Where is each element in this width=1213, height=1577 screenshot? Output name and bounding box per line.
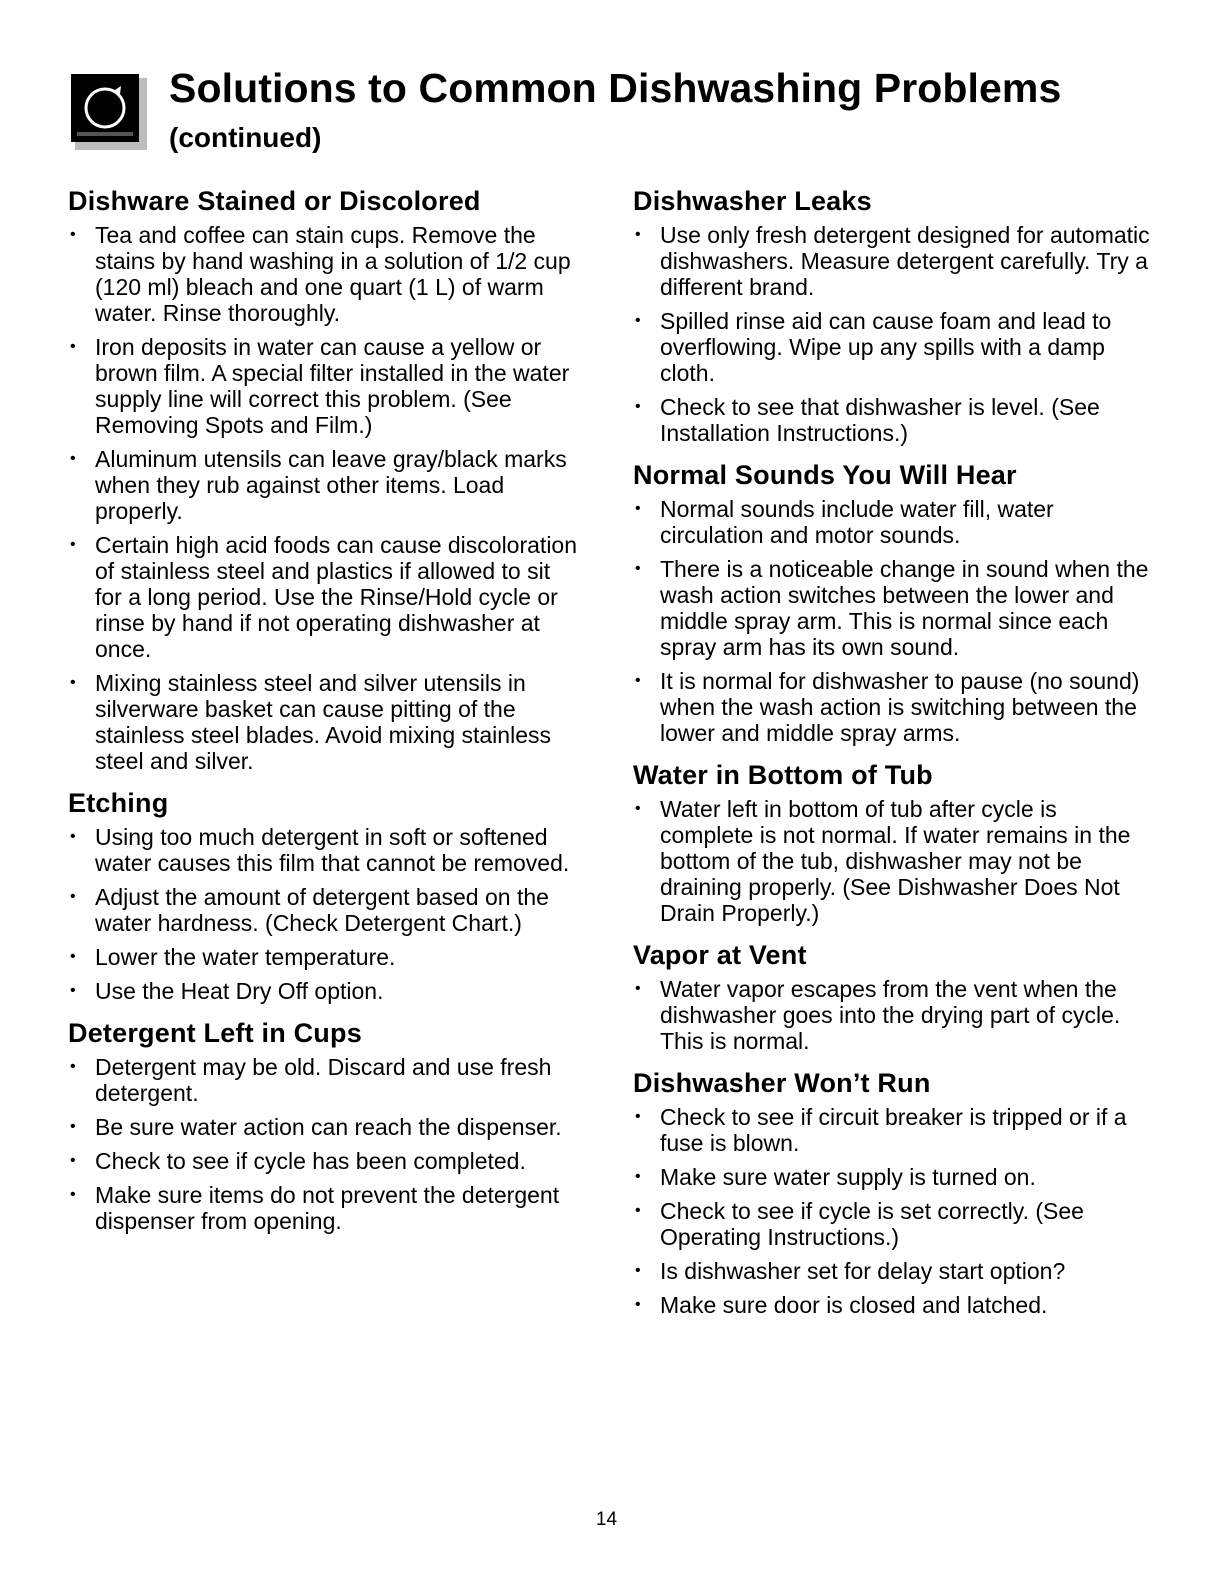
list-item: • Check to see that dishwasher is level. (See Installation Instructions.): [633, 394, 1153, 446]
list-item: • It is normal for dishwasher to pause (no sound) when the wash action is switching between the lower and middle spray arms.: [633, 668, 1153, 746]
right-column: [633, 183, 1153, 1329]
left-column: [68, 183, 578, 1245]
section-normal-sounds: [633, 457, 1153, 746]
list-item: • Is dishwasher set for delay start option?: [633, 1258, 1153, 1284]
list-item: • Water left in bottom of tub after cycle is complete is not normal. If water remains in the bottom of the tub, dishwasher may not be draining properly. (See Dishwasher Does Not Drain Properly.): [633, 796, 1153, 926]
list-item: • Check to see if cycle has been completed.: [68, 1148, 578, 1174]
bullet-list: [633, 1104, 1153, 1318]
list-item: • Mixing stainless steel and silver utensils in silverware basket can cause pitting of the stainless steel blades. Avoid mixing stainless steel and silver.: [68, 670, 578, 774]
list-item: • Water vapor escapes from the vent when the dishwasher goes into the drying part of cycle. This is normal.: [633, 976, 1153, 1054]
list-item: • Iron deposits in water can cause a yellow or brown film. A special filter installed in the water supply line will correct this problem. (See Removing Spots and Film.): [68, 334, 578, 438]
page-subtitle: (continued): [169, 122, 322, 153]
bullet-list: [68, 1054, 578, 1234]
list-item: • There is a noticeable change in sound when the wash action switches between the lower and middle spray arm. This is normal since each spray arm has its own sound.: [633, 556, 1153, 660]
section-heading: Detergent Left in Cups: [68, 1018, 362, 1048]
page-number: 14: [595, 1509, 618, 1530]
list-item: • Use the Heat Dry Off option.: [68, 978, 578, 1004]
list-item: • Make sure items do not prevent the detergent dispenser from opening.: [68, 1182, 578, 1234]
section-dishwasher-leaks: [633, 183, 1153, 446]
bullet-list: [68, 824, 578, 1004]
list-item: • Tea and coffee can stain cups. Remove the stains by hand washing in a solution of 1/2 cup (120 ml) bleach and one quart (1 L) of warm water. Rinse thoroughly.: [68, 222, 578, 326]
section-water-in-bottom: [633, 757, 1153, 926]
list-item: • Be sure water action can reach the dispenser.: [68, 1114, 578, 1140]
bullet-list: [68, 222, 578, 774]
list-item: • Check to see if circuit breaker is tripped or if a fuse is blown.: [633, 1104, 1153, 1156]
section-heading: Dishwasher Won’t Run: [633, 1068, 931, 1098]
section-detergent-left: [68, 1015, 578, 1234]
dishwasher-dial-icon: [71, 74, 147, 150]
bullet-list: [633, 496, 1153, 746]
section-vapor-at-vent: [633, 937, 1153, 1054]
bullet-list: [633, 976, 1153, 1054]
section-dishware-stained: [68, 183, 578, 774]
list-item: • Make sure water supply is turned on.: [633, 1164, 1153, 1190]
list-item: • Spilled rinse aid can cause foam and lead to overflowing. Wipe up any spills with a damp cloth.: [633, 308, 1153, 386]
section-heading: Etching: [68, 788, 169, 818]
list-item: • Normal sounds include water fill, water circulation and motor sounds.: [633, 496, 1153, 548]
list-item: • Lower the water temperature.: [68, 944, 578, 970]
list-item: • Adjust the amount of detergent based on the water hardness. (Check Detergent Chart.): [68, 884, 578, 936]
section-heading: Water in Bottom of Tub: [633, 760, 933, 790]
list-item: • Certain high acid foods can cause discoloration of stainless steel and plastics if allowed to sit for a long period. Use the Rinse/Hold cycle or rinse by hand if not operating dishwasher at once.: [68, 532, 578, 662]
bullet-list: [633, 222, 1153, 446]
section-etching: [68, 785, 578, 1004]
section-wont-run: [633, 1065, 1153, 1318]
section-heading: Vapor at Vent: [633, 940, 807, 970]
page-title: Solutions to Common Dishwashing Problems: [169, 65, 1062, 111]
list-item: • Using too much detergent in soft or softened water causes this film that cannot be removed.: [68, 824, 578, 876]
list-item: • Aluminum utensils can leave gray/black marks when they rub against other items. Load properly.: [68, 446, 578, 524]
list-item: • Check to see if cycle is set correctly. (See Operating Instructions.): [633, 1198, 1153, 1250]
section-heading: Dishware Stained or Discolored: [68, 186, 481, 216]
list-item: • Use only fresh detergent designed for automatic dishwashers. Measure detergent carefully. Try a different brand.: [633, 222, 1153, 300]
section-heading: Normal Sounds You Will Hear: [633, 460, 1017, 490]
list-item: • Detergent may be old. Discard and use fresh detergent.: [68, 1054, 578, 1106]
section-heading: Dishwasher Leaks: [633, 186, 872, 216]
bullet-list: [633, 796, 1153, 926]
list-item: • Make sure door is closed and latched.: [633, 1292, 1153, 1318]
